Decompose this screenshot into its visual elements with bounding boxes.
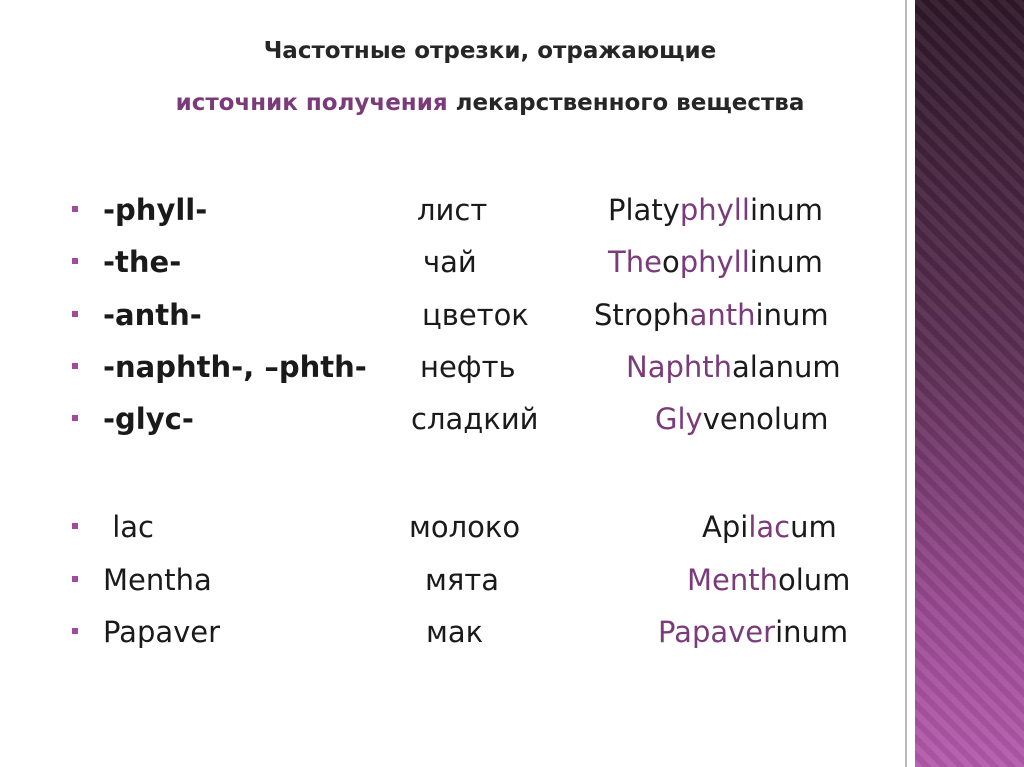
list-item (0, 190, 900, 230)
highlighted-segment: phyll (679, 245, 750, 279)
bullet-icon (72, 206, 78, 212)
bullet-icon (72, 363, 78, 369)
example-drug (608, 242, 823, 282)
stem: -glyc- (103, 402, 194, 436)
highlighted-segment: lac (748, 510, 791, 544)
highlighted-segment: The (608, 245, 662, 279)
plain-segment: Stroph (594, 298, 690, 332)
meaning: мак (426, 615, 484, 649)
stem: lac (103, 510, 154, 544)
list-item (0, 612, 900, 652)
meaning: лист (417, 193, 488, 227)
meaning: молоко (409, 510, 521, 544)
highlighted-segment: anth (689, 298, 756, 332)
stem: Papaver (103, 615, 221, 649)
plain-segment: venolum (702, 402, 829, 436)
highlighted-segment: Gly (655, 402, 703, 436)
list-item (0, 560, 900, 600)
plain-segment: um (790, 510, 837, 544)
stem: -phyll- (103, 193, 208, 227)
bullet-icon (72, 628, 78, 634)
example-drug (608, 190, 823, 230)
stem: Mentha (103, 563, 212, 597)
title-rest: лекарственного вещества (447, 90, 805, 116)
stem: -naphth-, –phth- (103, 350, 367, 384)
meaning: чай (423, 245, 477, 279)
list-item (0, 347, 900, 387)
plain-segment: inum (749, 245, 823, 279)
meaning: сладкий (411, 402, 539, 436)
list-item (0, 399, 900, 439)
plain-segment: inum (775, 615, 849, 649)
bullet-icon (72, 415, 78, 421)
plain-segment: inum (755, 298, 829, 332)
example-drug (655, 399, 829, 439)
bullet-icon (72, 576, 78, 582)
example-drug (658, 612, 848, 652)
bullet-icon (72, 258, 78, 264)
plain-segment: olum (778, 563, 851, 597)
stem: -the- (103, 245, 182, 279)
example-drug (702, 507, 837, 547)
list-item (0, 295, 900, 335)
bullet-icon (72, 311, 78, 317)
meaning: нефть (420, 350, 516, 384)
example-drug (687, 560, 850, 600)
plain-segment: Platy (608, 193, 680, 227)
plain-segment: inum (749, 193, 824, 227)
title-accent: источник получения (175, 90, 448, 116)
highlighted-segment: Naphth (626, 350, 733, 384)
list-item (0, 507, 900, 547)
example-drug (594, 295, 829, 335)
meaning: мята (425, 563, 499, 597)
bullet-icon (72, 523, 78, 529)
meaning: цветок (422, 298, 529, 332)
highlighted-segment: Papaver (658, 615, 776, 649)
title-line-1: Частотные отрезки, отражающие (263, 38, 717, 64)
example-drug (626, 347, 841, 387)
plain-segment: Api (702, 510, 749, 544)
title-line-2 (0, 90, 980, 116)
highlighted-segment: phyll (679, 193, 750, 227)
plain-segment: alanum (732, 350, 841, 384)
highlighted-segment: Menth (687, 563, 778, 597)
list-item (0, 242, 900, 282)
plain-segment: o (661, 245, 680, 279)
stem: -anth- (103, 298, 202, 332)
